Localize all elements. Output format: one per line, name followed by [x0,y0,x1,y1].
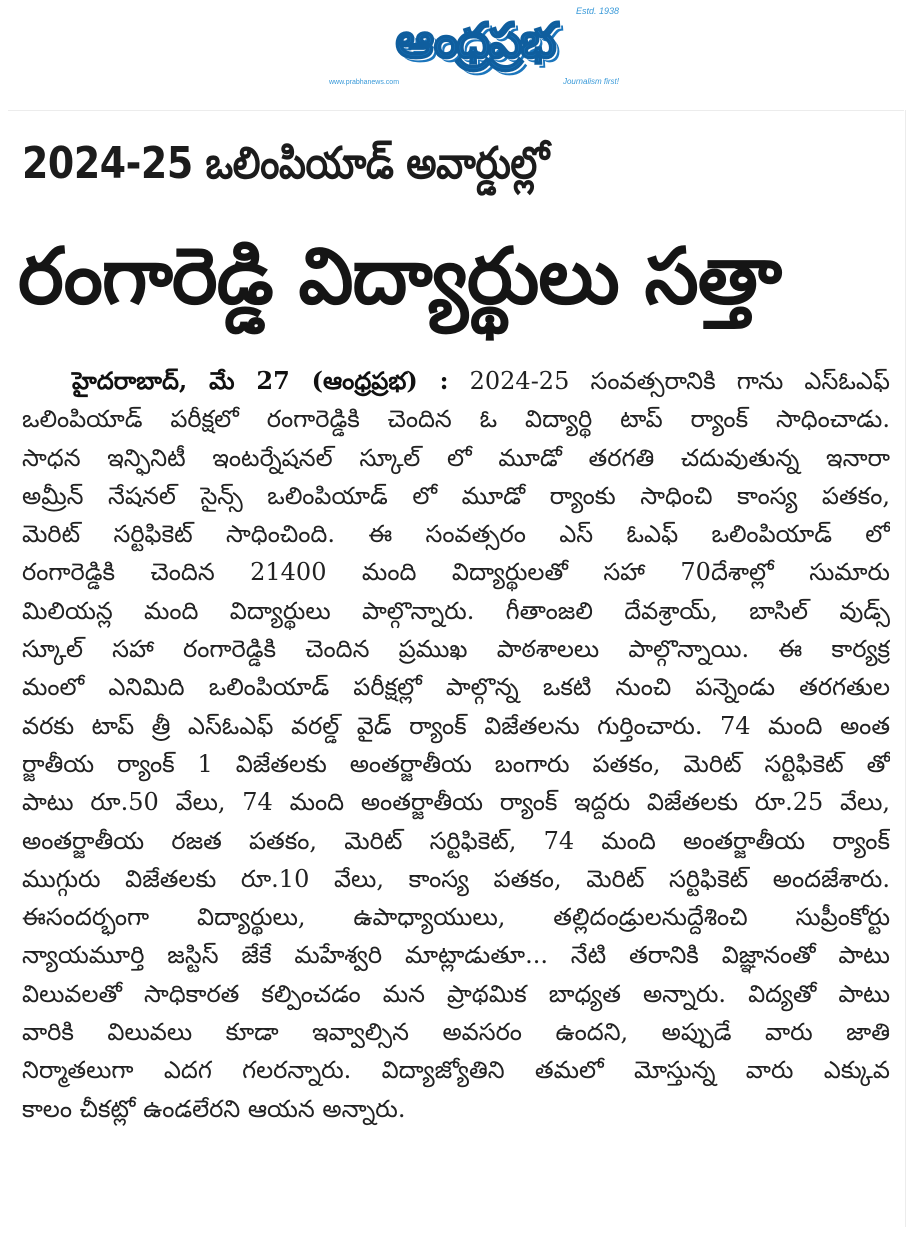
logo-wordmark: ఆంధ్రప్రభ [395,13,555,69]
logo-website: www.prabhanews.com [329,79,400,86]
body-line: మిలియన్ల మంది విద్యార్థులు పాల్గొన్నారు. గీతాంజలి దేవశ్రాయ్, బాసిల్ వుడ్స్ [22,596,890,625]
body-line: వారికి విలువలు కూడా ఇవ్వాల్సిన అవసరం ఉందని, అప్పుడే వారు జాతి [22,1018,890,1047]
masthead [0,0,910,110]
article-body [22,362,890,1128]
logo-tagline: Journalism first! [562,77,619,86]
body-line: ర్జాతీయ ర్యాంక్ 1 విజేతలకు అంతర్జాతీయ బంగారు పతకం, మెరిట్ సర్టిఫికెట్ తో [22,749,890,778]
body-line-text: 2024-25 సంవత్సరానికి గాను ఎస్ఓఎఫ్ [469,367,890,395]
body-line [22,362,890,400]
body-line: రంగారెడ్డికి చెందిన 21400 మంది విద్యార్థులతో సహా 70దేశాల్లో సుమారు [22,558,890,587]
body-line: వరకు టాప్ త్రీ ఎస్ఓఎఫ్ వరల్డ్ వైడ్ ర్యాంక్ విజేతలను గుర్తించారు. 74 మంది అంత [22,711,890,740]
body-line: మెరిట్ సర్టిఫికెట్ సాధించింది. ఈ సంవత్సరం ఎస్ ఓఎఫ్ ఒలింపియాడ్ లో [22,520,890,549]
body-line: స్కూల్ సహా రంగారెడ్డికి చెందిన ప్రముఖ పాఠశాలలు పాల్గొన్నాయి. ఈ కార్యక్ర [22,635,890,664]
dateline: హైదరాబాద్, మే 27 (ఆంధ్రప్రభ) : [72,366,449,395]
body-line: ఒలింపియాడ్ పరీక్షలో రంగారెడ్డికి చెందిన ఓ విద్యార్థి టాప్ ర్యాంక్ సాధించాడు. [22,405,890,434]
headline-main: రంగారెడ్డి విద్యార్థులు సత్తా [18,232,782,322]
body-line: అంతర్జాతీయ రజత పతకం, మెరిట్ సర్టిఫికెట్, 74 మంది అంతర్జాతీయ ర్యాంక్ [22,826,890,855]
headline-kicker: 2024-25 ఒలింపియాడ్ అవార్డుల్లో [22,138,549,189]
body-line: మంలో ఎనిమిది ఒలింపియాడ్ పరీక్షల్లో పాల్గొన్న ఒకటి నుంచి పన్నెండు తరగతుల [22,673,890,702]
body-line: విలువలతో సాధికారత కల్పించడం మన ప్రాథమిక బాధ్యత అన్నారు. విద్యతో పాటు [22,979,890,1008]
body-line: న్యాయమూర్తి జస్టిస్ జేకే మహేశ్వరి మాట్లాడుతూ... నేటి తరానికి విజ్ఞానంతో పాటు [22,941,890,970]
body-line: అమ్రీన్ నేషనల్ సైన్స్ ఒలింపియాడ్ లో మూడో ర్యాంకు సాధించి కాంస్య పతకం, [22,481,890,510]
body-line: ముగ్గురు విజేతలకు రూ.10 వేలు, కాంస్య పతకం, మెరిట్ సర్టిఫికెట్ అందజేశారు. [22,864,890,893]
logo-established-year: Estd. 1938 [575,6,619,16]
masthead-divider [8,110,904,111]
body-line: సాధన ఇన్ఫినిటీ ఇంటర్నేషనల్ స్కూల్ లో మూడో తరగతి చదువుతున్న ఇనారా [22,443,890,472]
body-line: కాలం చీకట్లో ఉండలేరని ఆయన అన్నారు. [22,1094,406,1123]
body-line: ఈసందర్భంగా విద్యార్థులు, ఉపాధ్యాయులు, తల్లిదండ్రులనుద్దేశించి సుప్రీంకోర్టు [22,903,890,932]
clipping-right-border [905,110,906,1227]
body-line: పాటు రూ.50 వేలు, 74 మంది అంతర్జాతీయ ర్యాంక్ ఇద్దరు విజేతలకు రూ.25 వేలు, [22,788,890,817]
newspaper-logo [325,6,625,94]
body-line: నిర్మాతలుగా ఎదగ గలరన్నారు. విద్యాజ్యోతిని తమలో మోస్తున్న వారు ఎక్కువ [22,1056,890,1085]
